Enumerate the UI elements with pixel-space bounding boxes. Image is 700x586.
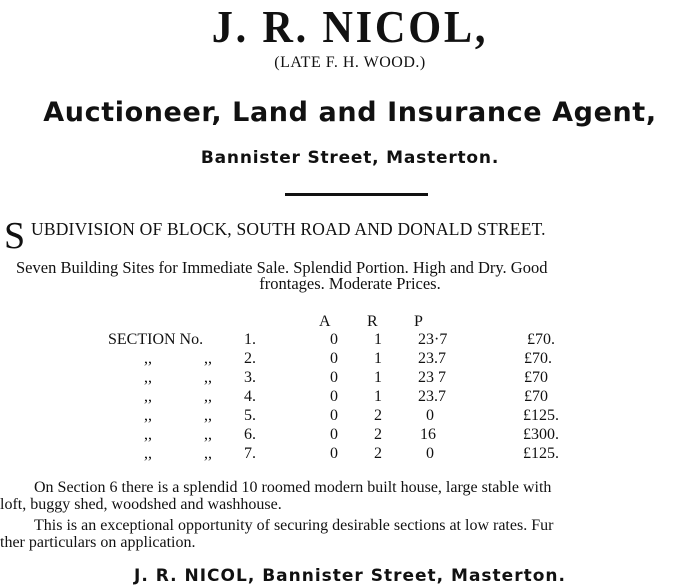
table-row [0,407,700,425]
price-value: £70. [527,331,555,348]
price-value: £70. [524,350,552,367]
column-header-r: R [367,313,378,330]
ditto-mark: ,, [204,350,212,367]
ditto-mark: ,, [144,407,152,424]
roods-value: 1 [374,331,382,348]
ditto-mark: ,, [144,388,152,405]
roods-value: 1 [374,369,382,386]
divider-rule [285,193,428,196]
advertiser-name: J. R. NICOL, [211,1,489,52]
perches-value: 23 7 [418,369,446,386]
perches-value: 23·7 [418,331,448,348]
house-description [0,479,700,513]
table-row [0,388,700,406]
section-number: 5. [244,407,256,424]
section-number: 2. [244,350,256,367]
price-value: £300. [523,426,559,443]
acres-value: 0 [330,426,338,443]
acres-value: 0 [330,388,338,405]
ditto-mark: ,, [144,445,152,462]
roods-value: 1 [374,350,382,367]
notice-heading: UBDIVISION OF BLOCK, SOUTH ROAD AND DONALD STREET. [31,219,546,239]
paragraph-line: On Section 6 there is a splendid 10 roomed modern built house, large stable with [34,479,552,496]
acres-value: 0 [330,350,338,367]
section-number: 3. [244,369,256,386]
table-row [0,369,700,387]
section-number: 6. [244,426,256,443]
footer-signature: J. R. NICOL, Bannister Street, Masterton. [134,566,566,586]
ditto-mark: ,, [144,369,152,386]
perches-value: 23.7 [418,388,446,405]
paragraph-line: This is an exceptional opportunity of securing desirable sections at low rates. Fur [34,517,554,534]
perches-value: 0 [426,407,434,424]
table-row [0,350,700,368]
column-header-p: P [414,313,423,330]
late-note: (LATE F. H. WOOD.) [274,54,426,71]
ditto-mark: ,, [204,445,212,462]
acres-value: 0 [330,369,338,386]
ditto-mark: ,, [204,369,212,386]
acres-value: 0 [330,331,338,348]
paragraph-line: ther particulars on application. [0,534,196,551]
price-value: £125. [523,445,559,462]
roods-value: 2 [374,445,382,462]
price-value: £125. [523,407,559,424]
opportunity-note [0,517,700,551]
business-title: Auctioneer, Land and Insurance Agent, [43,97,657,128]
ditto-mark: ,, [144,426,152,443]
drop-cap: S [4,215,26,257]
table-row [0,426,700,444]
intro-line-2: frontages. Moderate Prices. [259,274,441,293]
ditto-mark: ,, [204,407,212,424]
table-row [0,445,700,463]
sections-table [0,313,700,463]
section-number: 4. [244,388,256,405]
section-number: 1. [244,331,256,348]
perches-value: 16 [420,426,436,443]
roods-value: 2 [374,407,382,424]
acres-value: 0 [330,445,338,462]
price-value: £70 [524,388,548,405]
table-row [0,331,700,349]
business-address: Bannister Street, Masterton. [200,148,500,168]
perches-value: 23.7 [418,350,446,367]
price-value: £70 [524,369,548,386]
roods-value: 1 [374,388,382,405]
section-label: SECTION No. [108,331,204,348]
perches-value: 0 [426,445,434,462]
intro-line-1: Seven Building Sites for Immediate Sale. Splendid Portion. High and Dry. Good [16,258,548,277]
ditto-mark: ,, [204,388,212,405]
acres-value: 0 [330,407,338,424]
column-header-a: A [319,313,331,330]
ditto-mark: ,, [204,426,212,443]
ditto-mark: ,, [144,350,152,367]
paragraph-line: loft, buggy shed, woodshed and washhouse. [0,496,282,513]
roods-value: 2 [374,426,382,443]
section-number: 7. [244,445,256,462]
